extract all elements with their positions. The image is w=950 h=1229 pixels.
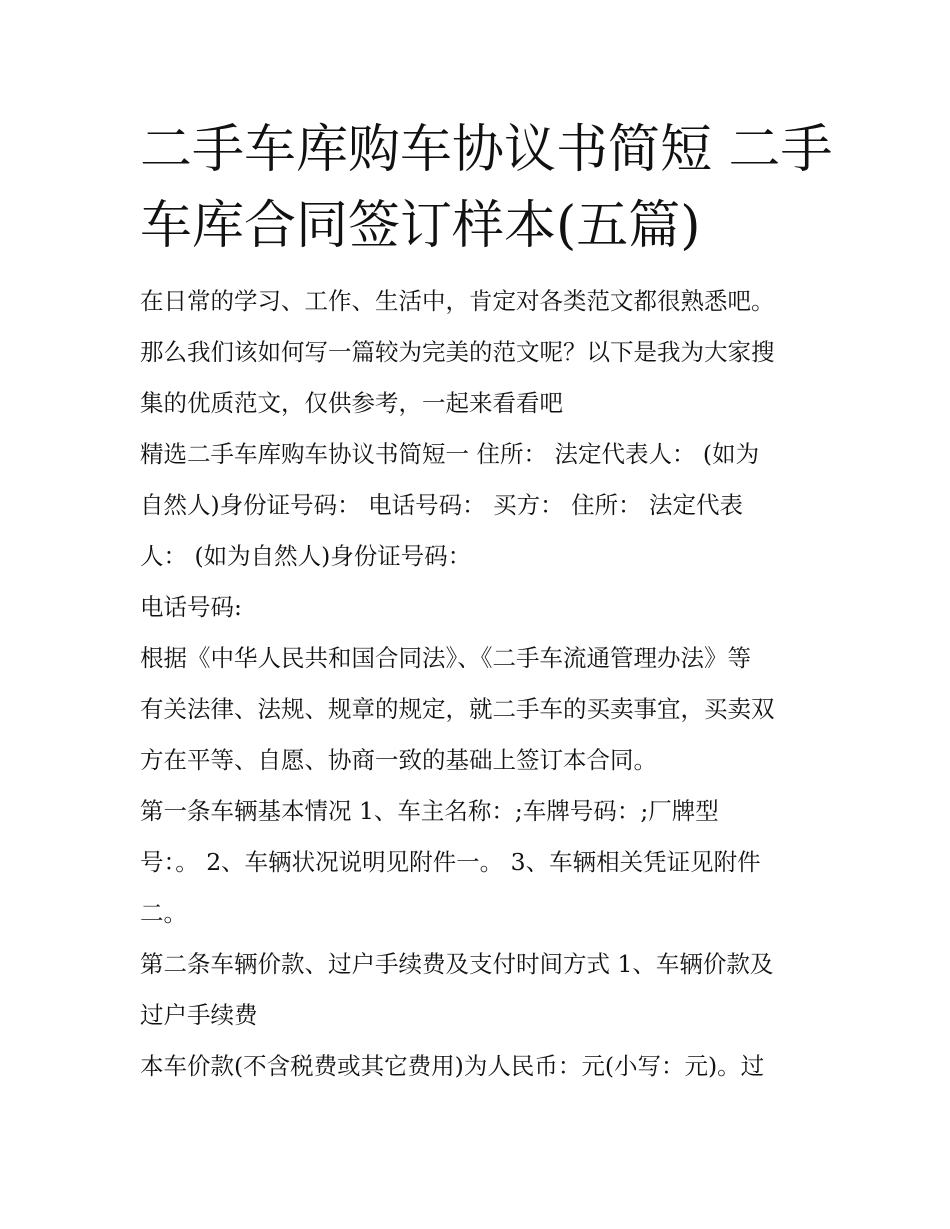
- text-line: 第二条车辆价款、过户手续费及支付时间方式 1、车辆价款及: [140, 950, 774, 978]
- text-line: 那么我们该如何写一篇较为完美的范文呢？以下是我为大家搜: [140, 338, 775, 366]
- text-line: 自然人)身份证号码： 电话号码： 买方： 住所： 法定代表: [140, 491, 744, 519]
- text-line: 第一条车辆基本情况 1、车主名称：;车牌号码：;厂牌型: [140, 797, 719, 825]
- text-line: 电话号码:: [140, 593, 242, 621]
- text-line: 人： (如为自然人)身份证号码：: [140, 542, 472, 570]
- document-body: [140, 276, 830, 1092]
- paragraph-legal-basis: [140, 633, 830, 786]
- paragraph-article-2: [140, 939, 830, 1041]
- text-line: 有关法律、法规、规章的规定，就二手车的买卖事宜，买卖双: [140, 695, 775, 723]
- paragraph-intro: [140, 276, 830, 429]
- document-title: [140, 112, 833, 264]
- title-line: 二手车库购车协议书简短 二手: [140, 120, 833, 180]
- text-line: 本车价款(不含税费或其它费用)为人民币：元(小写：元)。过: [140, 1052, 765, 1080]
- text-line: 集的优质范文，仅供参考，一起来看看吧: [140, 389, 563, 417]
- text-line: 精选二手车库购车协议书简短一 住所： 法定代表人： (如为: [140, 440, 760, 468]
- text-line: 方在平等、自愿、协商一致的基础上签订本合同。: [140, 746, 657, 774]
- text-line: 二。: [140, 899, 187, 927]
- paragraph-price: [140, 1041, 830, 1092]
- paragraph-article-1: [140, 786, 830, 939]
- text-line: 在日常的学习、工作、生活中，肯定对各类范文都很熟悉吧。: [140, 287, 775, 315]
- title-line: 车库合同签订样本(五篇): [140, 196, 701, 256]
- text-line: 号：。 2、车辆状况说明见附件一。 3、车辆相关凭证见附件: [140, 848, 761, 876]
- paragraph-phone: [140, 582, 830, 633]
- text-line: 过户手续费: [140, 1001, 258, 1029]
- paragraph-parties: [140, 429, 830, 582]
- text-line: 根据《中华人民共和国合同法》、《二手车流通管理办法》等: [140, 644, 751, 672]
